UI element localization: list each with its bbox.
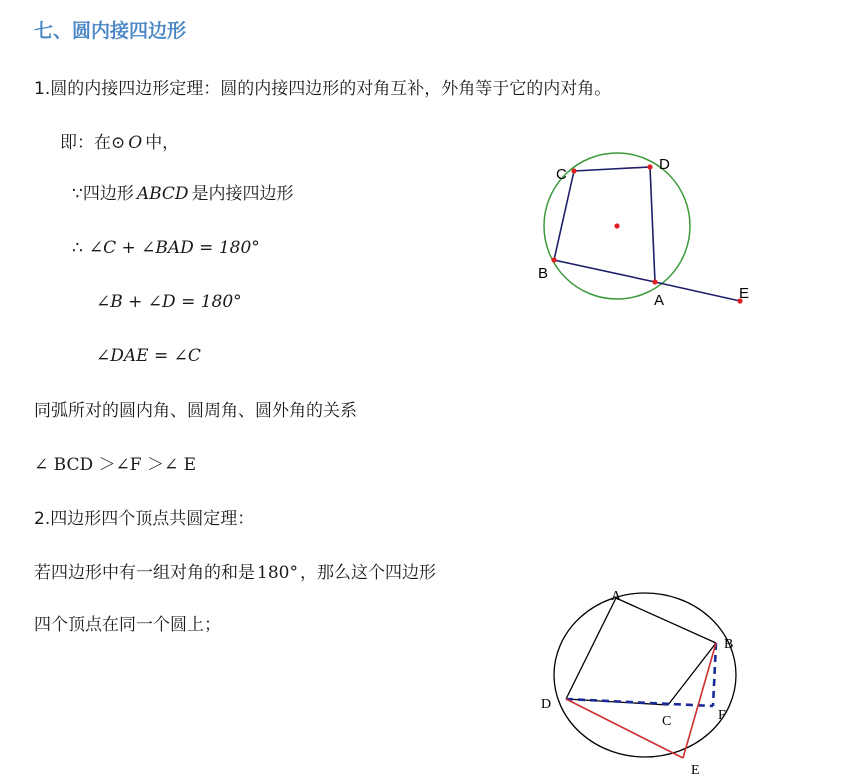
theorem-2-value: 180° [257, 563, 298, 583]
figure2-label-a: A [611, 589, 622, 604]
quad-name: ABCD [136, 184, 189, 204]
because-prefix: 四边形 [82, 184, 134, 204]
equation-1: ∠C + ∠BAD = 180° [88, 238, 260, 258]
theorem-2-prefix: 若四边形中有一组对角的和是 [34, 563, 255, 583]
circle-symbol: ⊙ [111, 133, 126, 153]
figure2-segment-bc [668, 643, 716, 705]
figure2-circle [554, 593, 736, 757]
relation-title: 同弧所对的圆内角、圆周角、圆外角的关系 [34, 401, 357, 421]
section-heading: 七、圆内接四边形 [34, 20, 187, 42]
circle-name: O [128, 133, 143, 153]
figure1-label-c: C [556, 166, 567, 183]
figure2-label-c: C [662, 714, 672, 729]
theorem-2-line-2: 四个顶点在同一个圆上； [34, 615, 221, 635]
equation-3: ∠DAE = ∠C [96, 346, 201, 366]
relation-formula: ∠ BCD ＞∠F ＞∠ E [34, 455, 196, 475]
therefore-symbol: ∴ [72, 238, 83, 258]
proof-intro-suffix: 中， [145, 133, 180, 153]
figure2-label-f: F [718, 708, 726, 723]
theorem-2-title: 2.四边形四个顶点共圆定理： [34, 509, 255, 529]
figure1-label-b: B [538, 265, 549, 282]
figure2-label-d: D [541, 697, 552, 712]
figure2-label-b: B [724, 637, 734, 652]
because-symbol: ∵ [72, 184, 83, 204]
figure1-label-d: D [659, 156, 670, 173]
figure1-label-a: A [654, 292, 665, 309]
figure2-segment-ab [616, 598, 716, 643]
theorem-1-text: 1.圆的内接四边形定理：圆的内接四边形的对角互补，外角等于它的内对角。 [34, 79, 612, 99]
figure2-label-e: E [691, 763, 700, 778]
because-suffix: 是内接四边形 [191, 184, 294, 204]
equation-2: ∠B + ∠D = 180° [96, 292, 242, 312]
theorem-2-suffix: ，那么这个四边形 [299, 563, 436, 583]
figure2-segment-da [566, 598, 616, 699]
proof-intro-prefix: 即：在 [60, 133, 111, 153]
figure1-label-e: E [739, 285, 750, 302]
